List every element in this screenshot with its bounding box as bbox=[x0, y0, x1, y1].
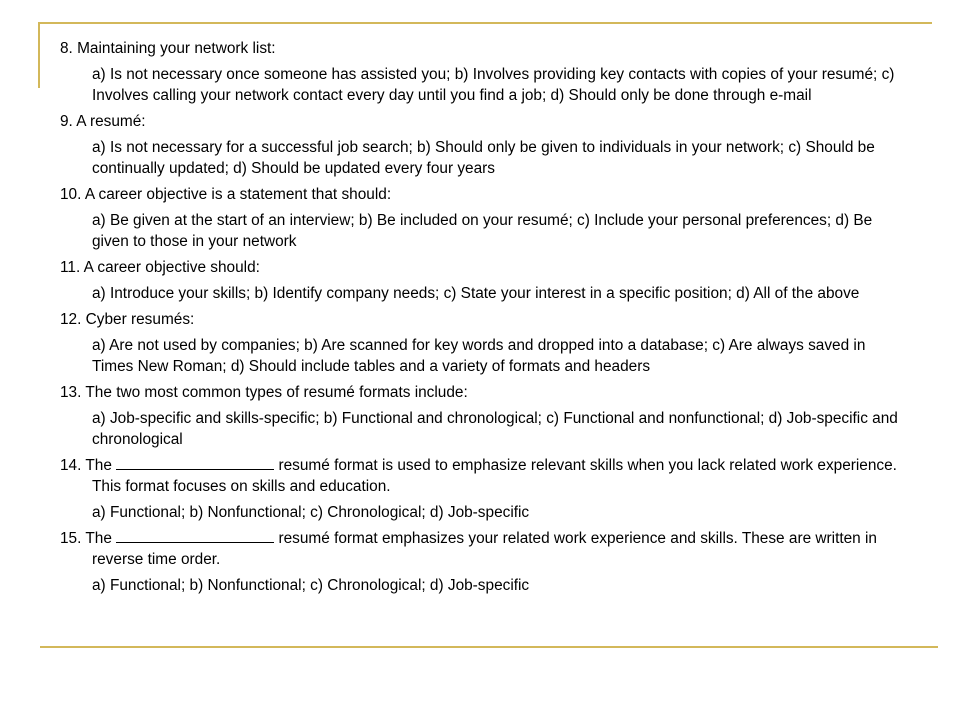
fill-in-blank bbox=[116, 528, 274, 543]
quiz-content bbox=[60, 38, 900, 601]
question-14 bbox=[60, 455, 900, 523]
bottom-rule bbox=[40, 646, 938, 648]
question-13 bbox=[60, 382, 900, 450]
question-11 bbox=[60, 257, 900, 304]
question-text bbox=[60, 528, 900, 570]
question-8 bbox=[60, 38, 900, 106]
question-prefix: 15. The bbox=[60, 530, 112, 547]
fill-in-blank bbox=[116, 455, 274, 470]
question-prefix: 14. The bbox=[60, 457, 112, 474]
answer-options: a) Is not necessary for a successful job search; b) Should only be given to individuals in your network; c) Should be continually updated; d) Should be updated every four years bbox=[92, 139, 875, 177]
question-10 bbox=[60, 184, 900, 252]
answer-options: a) Functional; b) Nonfunctional; c) Chronological; d) Job-specific bbox=[92, 504, 530, 521]
question-15 bbox=[60, 528, 900, 596]
answer-options: a) Is not necessary once someone has assisted you; b) Involves providing key contacts with copies of your resumé; c) Involves calling your network contact every day until you find a job; d) Should only be done through e-mail bbox=[92, 66, 895, 104]
question-text: 13. The two most common types of resumé formats include: bbox=[60, 384, 468, 401]
question-9 bbox=[60, 111, 900, 179]
question-text: 8. Maintaining your network list: bbox=[60, 40, 276, 57]
question-12 bbox=[60, 309, 900, 377]
answer-options: a) Job-specific and skills-specific; b) Functional and chronological; c) Functional and nonfunctional; d) Job-specific and chronological bbox=[92, 410, 898, 448]
question-suffix: resumé format emphasizes your related work experience and skills. These are written in reverse time order. bbox=[92, 530, 877, 568]
left-rule bbox=[38, 22, 40, 88]
question-text: 12. Cyber resumés: bbox=[60, 311, 195, 328]
answer-options: a) Are not used by companies; b) Are scanned for key words and dropped into a database; c) Are always saved in Times New Roman; d) Should include tables and a variety of formats and headers bbox=[92, 337, 866, 375]
question-text: 11. A career objective should: bbox=[60, 259, 260, 276]
question-suffix: resumé format is used to emphasize relevant skills when you lack related work experience. This format focuses on skills and education. bbox=[92, 457, 897, 495]
answer-options: a) Introduce your skills; b) Identify company needs; c) State your interest in a specific position; d) All of the above bbox=[92, 285, 860, 302]
top-rule bbox=[40, 22, 932, 24]
question-text bbox=[60, 455, 900, 497]
question-text: 10. A career objective is a statement that should: bbox=[60, 186, 392, 203]
answer-options: a) Be given at the start of an interview; b) Be included on your resumé; c) Include your personal preferences; d) Be given to those in your network bbox=[92, 212, 873, 250]
answer-options: a) Functional; b) Nonfunctional; c) Chronological; d) Job-specific bbox=[92, 577, 530, 594]
question-text: 9. A resumé: bbox=[60, 113, 146, 130]
